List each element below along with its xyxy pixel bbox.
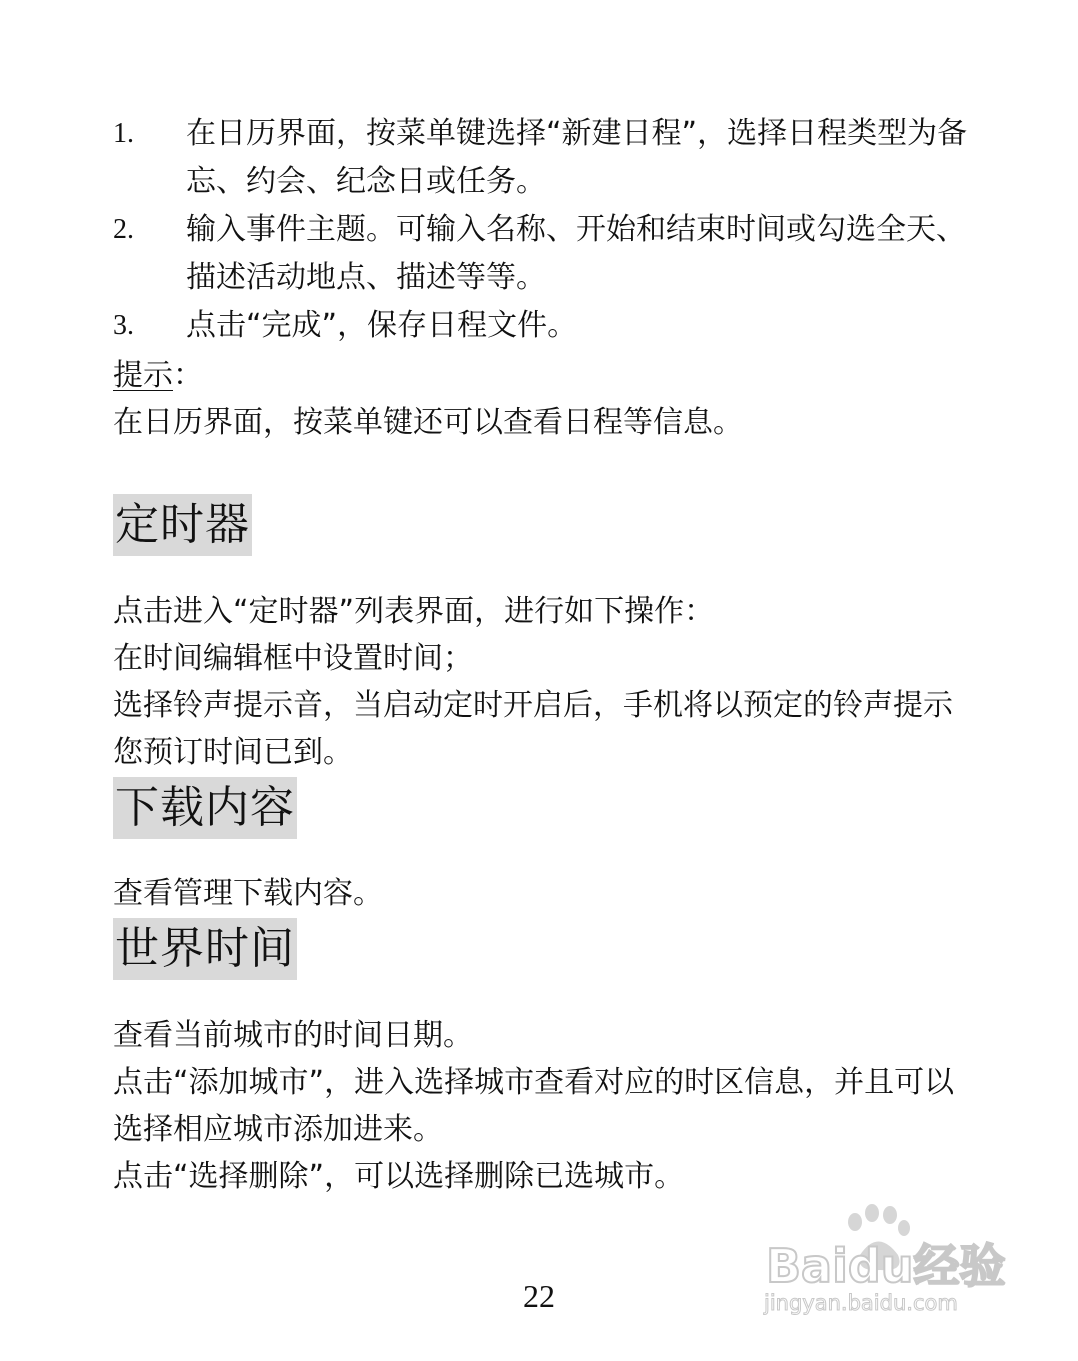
list-item (113, 110, 973, 206)
tip-label: 提示 (113, 358, 173, 393)
paragraph: 点击“添加城市”，进入选择城市查看对应的时区信息，并且可以选择相应城市添加进来。 (113, 1065, 955, 1147)
baidu-url-text: jingyan.baidu.com (764, 1291, 958, 1315)
section-heading-timer: 定时器 (113, 494, 252, 556)
tip-text: 在日历界面，按菜单键还可以查看日程等信息。 (113, 405, 743, 440)
step-number: 1. (113, 118, 134, 149)
world-time-body (113, 1012, 973, 1200)
step-text: 在日历界面，按菜单键选择“新建日程”，选择日程类型为备忘、约会、纪念日或任务。 (186, 116, 968, 199)
tip-block (113, 352, 973, 446)
step-text: 点击“完成”，保存日程文件。 (186, 308, 578, 343)
paragraph: 点击进入“定时器”列表界面，进行如下操作： (113, 594, 715, 629)
paragraph: 点击“选择删除”，可以选择删除已选城市。 (113, 1159, 685, 1194)
section-heading-world-time: 世界时间 (113, 918, 297, 980)
baidu-jingyan-watermark (760, 1200, 1030, 1320)
paragraph: 查看管理下载内容。 (113, 876, 383, 911)
step-text: 输入事件主题。可输入名称、开始和结束时间或勾选全天、描述活动地点、描述等等。 (186, 212, 966, 295)
page-number: 22 (523, 1278, 555, 1314)
paragraph: 查看当前城市的时间日期。 (113, 1018, 473, 1053)
list-item (113, 206, 973, 302)
paragraph: 在时间编辑框中设置时间； (113, 641, 473, 676)
downloads-body (113, 870, 973, 917)
step-number: 2. (113, 214, 134, 245)
step-number: 3. (113, 310, 134, 341)
section-heading-downloads: 下载内容 (113, 777, 297, 839)
steps-list (113, 110, 973, 350)
tip-heading (113, 352, 973, 399)
paragraph: 选择铃声提示音，当启动定时开启后，手机将以预定的铃声提示您预订时间已到。 (113, 688, 953, 770)
tip-colon: ： (173, 358, 203, 393)
baidu-logo-text: Baidu经验 (766, 1239, 1006, 1293)
timer-body (113, 588, 973, 776)
list-item (113, 302, 973, 350)
